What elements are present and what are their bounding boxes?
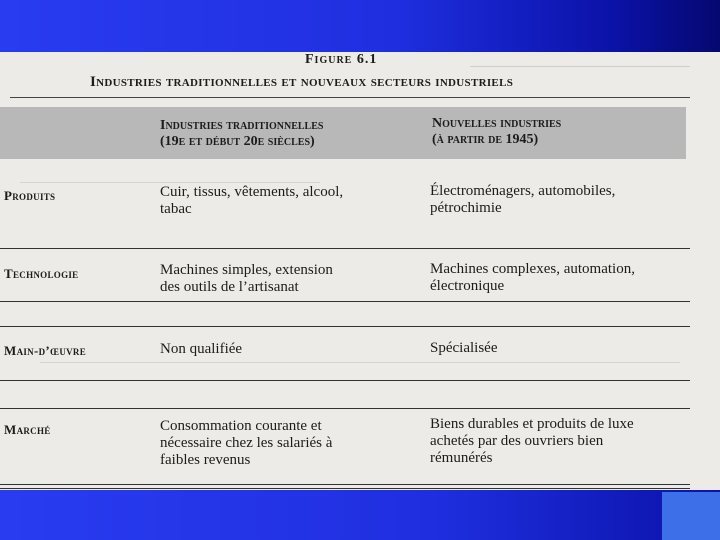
cell-line: achetés par des ouvriers bien bbox=[430, 433, 604, 449]
row-label-marche: Marché bbox=[4, 422, 51, 437]
table-bottom-rule bbox=[0, 484, 690, 489]
cell-line: faibles revenus bbox=[160, 452, 251, 468]
row-divider bbox=[0, 248, 690, 249]
figure-title: Industries traditionnelles et nouveaux secteurs industriels bbox=[90, 74, 514, 90]
bleed-through-texture bbox=[20, 172, 320, 183]
row-divider bbox=[0, 326, 690, 327]
title-rule bbox=[10, 97, 690, 98]
bleed-through-texture bbox=[40, 352, 680, 363]
cell-main-doeuvre-traditional bbox=[160, 341, 242, 358]
row-divider bbox=[0, 301, 690, 302]
cell-line: des outils de l’artisanat bbox=[160, 279, 299, 295]
cell-line: Consommation courante et bbox=[160, 418, 322, 434]
cell-line: Biens durables et produits de luxe bbox=[430, 416, 634, 432]
row-label-produits: Produits bbox=[4, 188, 56, 203]
cell-line: Machines complexes, automation, bbox=[430, 261, 635, 277]
slide-corner-decoration bbox=[662, 492, 720, 540]
row-label-technologie: Technologie bbox=[4, 266, 79, 281]
row-divider bbox=[0, 380, 690, 381]
cell-line: Cuir, tissus, vêtements, alcool, bbox=[160, 184, 344, 200]
cell-marche-new bbox=[430, 416, 634, 467]
cell-line: rémunérés bbox=[430, 450, 493, 466]
bleed-through-texture bbox=[470, 54, 690, 67]
column-header-line: Industries traditionnelles bbox=[160, 118, 324, 133]
row-divider bbox=[0, 408, 690, 409]
cell-line: nécessaire chez les salariés à bbox=[160, 435, 333, 451]
cell-technologie-traditional bbox=[160, 262, 333, 296]
cell-produits-new bbox=[430, 183, 615, 217]
column-header-traditional bbox=[160, 118, 323, 150]
table-header-band bbox=[0, 107, 686, 159]
column-header-line: (à partir de 1945) bbox=[432, 132, 539, 147]
cell-line: Électroménagers, automobiles, bbox=[430, 183, 616, 199]
scanned-page bbox=[0, 52, 720, 490]
column-header-new bbox=[432, 116, 561, 148]
cell-line: pétrochimie bbox=[430, 200, 502, 216]
cell-line: tabac bbox=[160, 201, 192, 217]
row-label-main-doeuvre: Main-d’œuvre bbox=[4, 343, 87, 358]
cell-line: Non qualifiée bbox=[160, 341, 243, 357]
cell-marche-traditional bbox=[160, 418, 332, 469]
cell-line: Spécialisée bbox=[430, 340, 498, 356]
column-header-line: Nouvelles industries bbox=[432, 116, 562, 131]
cell-produits-traditional bbox=[160, 184, 343, 218]
column-header-line: (19e et début 20e siècles) bbox=[160, 134, 315, 149]
cell-technologie-new bbox=[430, 261, 635, 295]
cell-line: électronique bbox=[430, 278, 505, 294]
cell-line: Machines simples, extension bbox=[160, 262, 333, 278]
slide-background-bottom bbox=[0, 490, 720, 540]
cell-main-doeuvre-new bbox=[430, 340, 497, 357]
figure-number: Figure 6.1 bbox=[305, 52, 378, 67]
